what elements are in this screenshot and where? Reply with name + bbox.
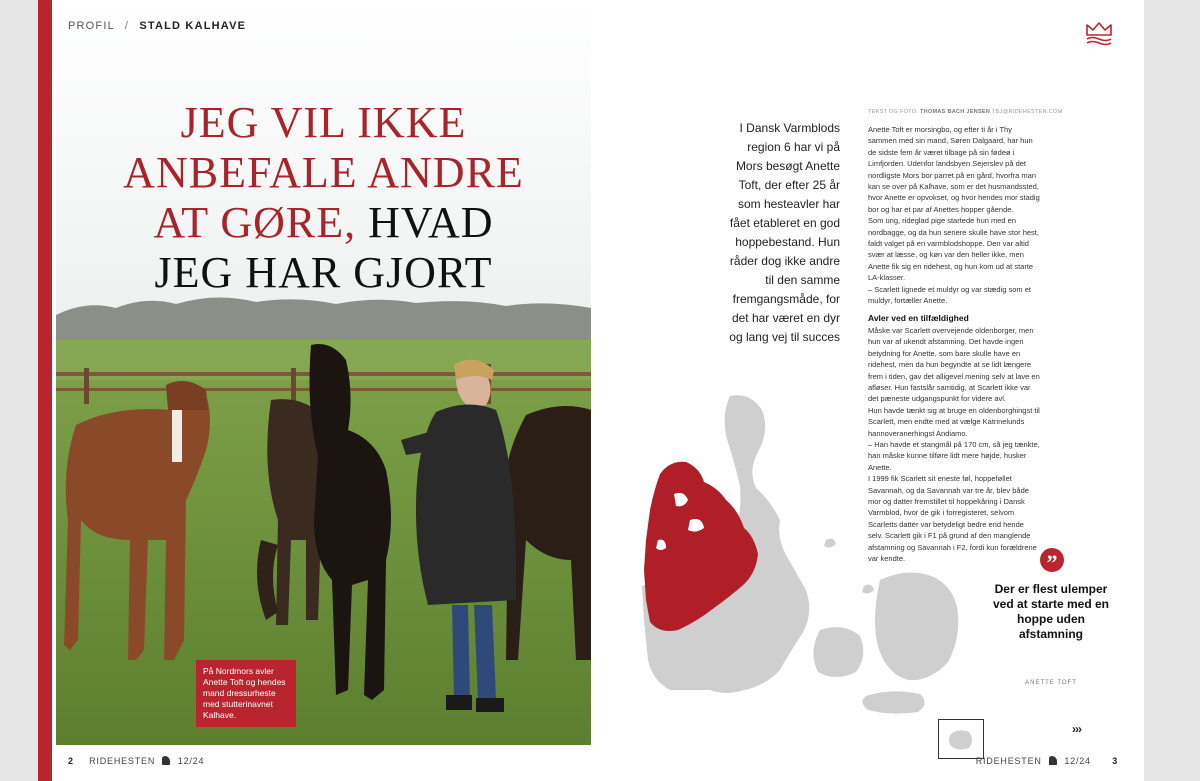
bornholm-inset [938,719,984,759]
body-paragraph-2: Som ung, rideglad pige startede hun med en nordbagge, og da hun senere skulle have stor hest, faldt valget på en varmblodshoppe. Den var altid svær at læsse, og køn var den heller ikke, men Anette fik sig en ridehest, og hun kom ud at starte LA-klasser. [868,216,1039,283]
body-paragraph-5: Hun havde tænkt sig at bruge en oldenborghingst til Scarlett, men endte med at vælge Katrinelunds hannoveranerhingst Andiamo. [868,405,1040,438]
page-number-right: 3 [1112,756,1118,766]
pull-quote-author: ANETTE TOFT [1025,680,1077,686]
headline-red-phrase: AT GØRE, [153,198,357,247]
breadcrumb [68,20,246,32]
byline-email: TBJ@RIDEHESTEN.COM [991,109,1063,115]
quote-mark-icon: ” [1040,548,1064,572]
photo-caption: På Nordmors avler Anette Toft og hendes mand dressurheste med stutterinavnet Kalhave. [196,660,296,727]
issue-left: 12/24 [177,756,205,766]
magazine-name-right: RIDEHESTEN [975,756,1042,766]
breadcrumb-topic: STALD KALHAVE [139,20,247,32]
body-paragraph-4: Måske var Scarlett overvejende oldenborger, men hun var af ukendt afstamning. Det havde ingen betydning for Anette, som bare skulle have en ridehest, men da hun begyndte at se lidt længere frem i tiden, gav det alligevel mening selv at lave en afløser. Hun fastslår samtidig, at Scarlett ikke var det pæneste udgangspunkt for videre avl. [868,325,1040,404]
body-subheading: Avler ved en tilfældighed [868,312,969,323]
page-number-left: 2 [68,756,74,766]
byline-name: THOMAS BACH JENSEN [919,109,991,115]
footer-right [976,756,1118,766]
horse-glyph-icon [1049,756,1057,765]
headline-line-1: JEG VIL IKKE [180,98,467,147]
red-margin-bar [38,0,52,781]
issue-right: 12/24 [1064,756,1091,766]
breadcrumb-section: PROFIL [68,20,115,32]
pull-quote: Der er flest ulemper ved at starte med en hoppe uden afstamning [992,582,1110,641]
body-paragraph-3: – Scarlett lignede et muldyr og var stædig som et muldyr, fortæller Anette. [868,284,1031,306]
footer-left [68,756,204,766]
headline-line-3 [56,198,591,248]
headline-line-4: JEG HAR GJORT [154,248,493,297]
body-paragraph-6: – Han havde et stangmål på 170 cm, så jeg tænkte, han måske kunne tilføre lidt mere højde, husker Anette. [868,439,1040,472]
denmark-region-map [630,390,990,755]
magazine-name-left: RIDEHESTEN [89,756,156,766]
byline [868,109,1062,115]
horse-glyph-icon [162,756,170,765]
headline-black-word: HVAD [368,198,494,247]
article-intro: I Dansk Varmblods region 6 har vi på Mors besøgt Anette Toft, der efter 25 år som hesteavler har fået etableret en god hoppebestand. Hun råder dog ikke andre til den samme fremgangsmåde, for det har været en dyr og lang vej til succes [729,121,840,344]
breadcrumb-separator: / [124,20,130,32]
body-paragraph-7: I 1999 fik Scarlett sit eneste føl, hoppeføllet Savannah, og da Savannah var tre år, blev både mor og datter fremstillet til hoppekåring i Dansk Varmblod, hvor de gik i forregisteret, selvom Scarletts datter var betydeligt bedre end hende selv. Scarlett gik i F1 på grund af den manglende afstamning og Savannah i F2, fordi kun forældrene var kendte. [868,474,1037,564]
next-page-arrows[interactable]: ››› [1072,722,1081,736]
byline-label: TEKST OG FOTO: [868,109,919,115]
body-paragraph-1: Anette Toft er morsingbo, og efter ti år i Thy sammen med sin mand, Søren Dalgaard, har hun de sidste fem år været tilbage på sin fødeø i Limfjorden. Udenfor landsbyen Sejerslev på det nordligste Mors bor parret på en gård, hvorfra man kan se over på Kalhave, som er det husmandssted, hvor Anette er opvokset, og hvor hendes mor stadig bor og har et par af Anettes hopper gående. [868,125,1040,214]
crown-logo-icon [1084,20,1114,51]
headline-line-2: ANBEFALE ANDRE [123,148,524,197]
article-headline [56,98,591,298]
